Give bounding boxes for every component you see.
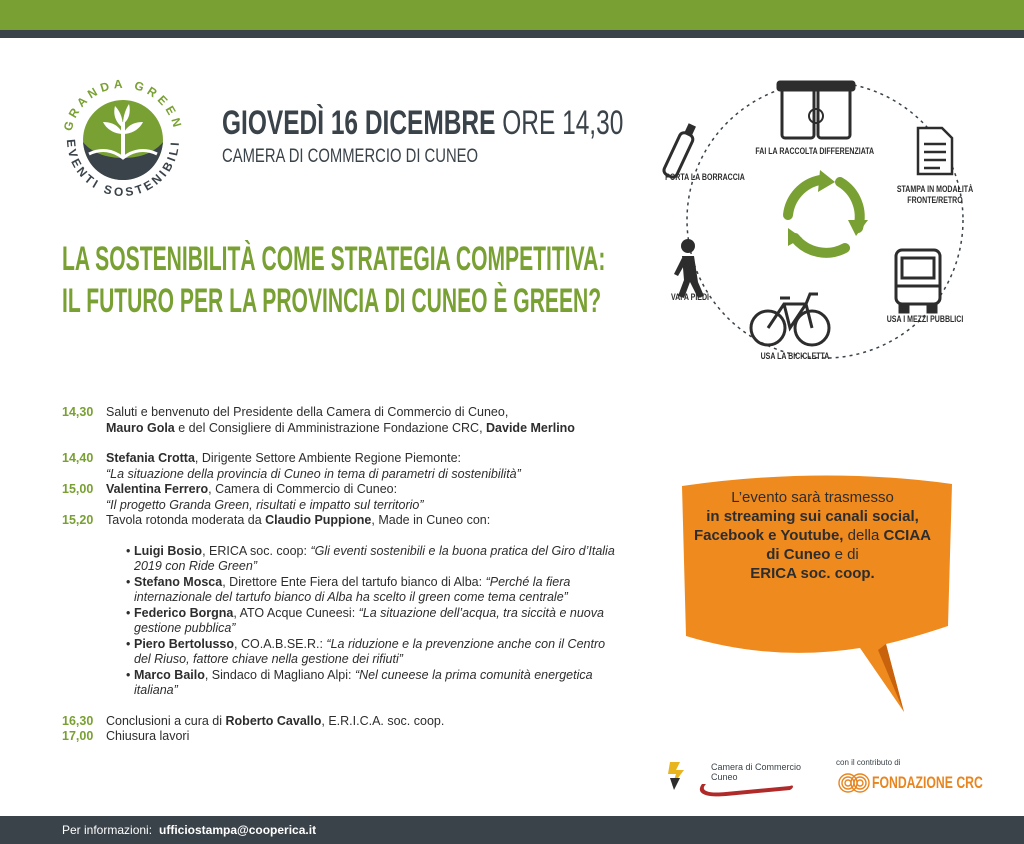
program-time: 14,30 <box>62 405 94 419</box>
camera-commercio-name: Camera di Commercio Cuneo <box>711 762 802 782</box>
cycle-label-bicycle: USA LA BICICLETTA <box>760 351 830 361</box>
panelist-item: • Stefano Mosca, Direttore Ente Fiera del tartufo bianco di Alba: “Perché la fiera internazionale del tartufo bianco di Alba ha scelto il green come tema centrale” <box>126 574 571 604</box>
recycling-bins-icon <box>778 82 854 138</box>
event-date: GIOVEDÌ 16 DICEMBRE ORE 14,30 <box>222 104 624 142</box>
program-item: 14,30 Saluti e benvenuto del Presidente della Camera di Commercio di Cuneo, Mauro Gola e del Consigliere di Amministrazione Fondazione CRC, Davide Merlino <box>62 405 575 435</box>
cycle-label-bottle: PORTA LA BORRACCIA <box>665 172 745 182</box>
footer-label: Per informazioni: <box>62 823 153 837</box>
headline-line-2: IL FUTURO PER LA PROVINCIA DI CUNEO È GREEN? <box>62 282 602 320</box>
fondazione-crc-logo-mark <box>836 771 872 795</box>
program-time: 15,20 <box>62 513 94 527</box>
fondazione-crc-name: FONDAZIONE CRC <box>872 773 983 792</box>
cycle-label-print-2: FRONTE/RETRO <box>907 195 963 205</box>
top-bar-dark <box>0 30 1024 38</box>
program-time: 17,00 <box>62 729 94 743</box>
cycle-label-print-1: STAMPA IN MODALITÀ <box>896 184 974 194</box>
granda-green-logo <box>55 62 191 212</box>
top-bar-green <box>0 0 1024 30</box>
program-item: 16,30 Conclusioni a cura di Roberto Cavallo, E.R.I.C.A. soc. coop. <box>62 713 445 728</box>
event-time: ORE 14,30 <box>502 104 624 142</box>
program-time: 14,40 <box>62 451 94 465</box>
recycle-icon <box>788 180 860 253</box>
panelist-item: • Federico Borgna, ATO Acque Cuneesi: “La situazione dell’acqua, tra siccità e nuova gestione pubblica” <box>126 605 604 635</box>
logo-bottom-text: EVENTI SOSTENIBILI <box>63 138 183 200</box>
footer-email-link[interactable]: ufficiostampa@cooperica.it <box>159 823 317 837</box>
bus-icon <box>896 250 940 312</box>
program-item: 17,00 Chiusura lavori <box>62 729 190 743</box>
cycle-label-walk: VAI A PIEDI <box>671 292 709 302</box>
panelist-item: • Marco Bailo, Sindaco di Magliano Alpi: “Nel cuneese la prima comunità energetica italiana” <box>126 667 593 697</box>
sustainability-cycle <box>660 70 1000 370</box>
footer-bar <box>0 816 1024 844</box>
cycle-label-recycling: FAI LA RACCOLTA DIFFERENZIATA <box>755 146 875 156</box>
walking-person-icon <box>674 239 704 298</box>
panelist-item: • Piero Bertolusso, CO.A.B.SE.R.: “La riduzione e la prevenzione anche con il Centro del Riuso, fattore chiave nella gestione dei rifiuti” <box>126 636 606 666</box>
headline-line-1: LA SOSTENIBILITÀ COME STRATEGIA COMPETITIVA: <box>62 240 606 278</box>
logo-top-text: GRANDA GREEN <box>60 76 186 133</box>
streaming-callout-text: L’evento sarà trasmesso in streaming sui canali social, Facebook e Youtube, della CCIAA di Cuneo e di ERICA soc. coop. <box>693 489 931 582</box>
program-item: 14,40 Stefania Crotta, Dirigente Settore Ambiente Regione Piemonte: “La situazione della provincia di Cuneo in tema di parametri di sostenibilità” <box>62 451 521 481</box>
contributo-note: con il contributo di <box>836 758 901 767</box>
cycle-label-bus: USA I MEZZI PUBBLICI <box>886 314 964 324</box>
program-item: 15,00 Valentina Ferrero, Camera di Commercio di Cuneo: “Il progetto Granda Green, risultati e impatto sul territorio” <box>62 482 424 512</box>
panelist-item: • Luigi Bosio, ERICA soc. coop: “Gli eventi sostenibili e la buona pratica del Giro d’Italia 2019 con Ride Green” <box>126 543 615 573</box>
program-time: 15,00 <box>62 482 94 496</box>
program-list <box>62 405 642 745</box>
document-print-icon <box>918 128 952 174</box>
program-time: 16,30 <box>62 713 94 728</box>
water-bottle-icon <box>662 122 698 179</box>
bicycle-icon <box>751 294 829 345</box>
program-item: 15,20 Tavola rotonda moderata da Claudio Puppione, Made in Cuneo con: <box>62 513 491 527</box>
event-venue: CAMERA DI COMMERCIO DI CUNEO <box>222 146 479 167</box>
